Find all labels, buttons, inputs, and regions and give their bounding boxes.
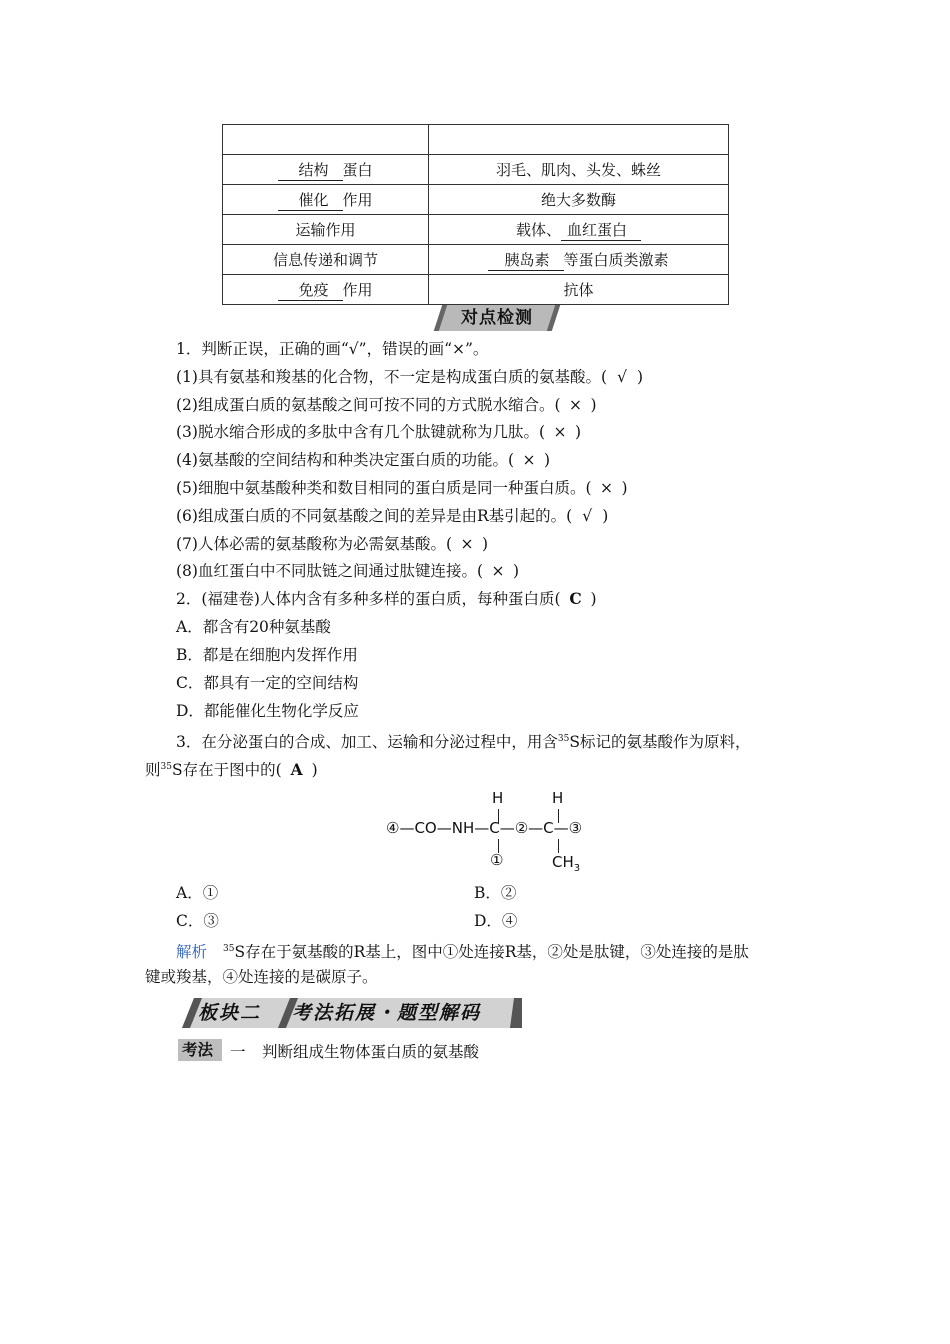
table-cell (223, 185, 429, 215)
table-row (223, 125, 729, 155)
table-cell (429, 215, 729, 245)
analysis-label: 解析 (176, 943, 208, 961)
q1-item: (6)组成蛋白质的不同氨基酸之间的差异是由R基引起的。( √ ) (176, 507, 609, 525)
table-cell: 信息传递和调节 (223, 245, 429, 275)
q1-item: (8)血红蛋白中不同肽链之间通过肽键连接。( × ) (176, 562, 520, 580)
analysis-line: 解析 $^{35}$S存在于氨基酸的R基上，图中①处连接R基，②处是肽键，③处连接的是肽 (176, 943, 749, 961)
hydrogen-label: H (552, 789, 564, 807)
table-cell: 运输作用 (223, 215, 429, 245)
methyl-label: $CH_3$ (552, 853, 581, 874)
fill-blank: 结构 (278, 159, 342, 181)
cell-text: 作用 (342, 190, 373, 209)
q3-option: D．④ (474, 912, 518, 930)
analysis-line: 键或羧基，④处连接的是碳原子。 (145, 968, 378, 986)
q1-item: (4)氨基酸的空间结构和种类决定蛋白质的功能。( × ) (176, 451, 551, 469)
table-row (223, 215, 729, 245)
cell-text: 蛋白 (342, 160, 373, 179)
backbone-formula: ④—CO—NH—C—②—C—③ (386, 819, 583, 837)
peptide-structure-diagram (380, 785, 610, 875)
table-cell (223, 275, 429, 305)
q2-option: B．都是在细胞内发挥作用 (176, 646, 358, 664)
fill-blank: 胰岛素 (488, 249, 563, 271)
section-title-topic: 考法拓展・题型解码 (292, 1002, 482, 1024)
table-cell (429, 245, 729, 275)
table-cell: 绝大多数酶 (429, 185, 729, 215)
section-title-block: 板块二 (198, 1002, 262, 1024)
bond-line (558, 839, 559, 853)
q3-option: A．① (176, 884, 219, 902)
table-cell: 抗体 (429, 275, 729, 305)
q2-option: C．都具有一定的空间结构 (176, 674, 359, 692)
q3-option: B．② (474, 884, 517, 902)
fill-blank: 免疫 (278, 279, 342, 301)
method-number: 一 (230, 1043, 246, 1061)
table-row (223, 185, 729, 215)
hydrogen-label: H (492, 789, 504, 807)
method-title: 判断组成生物体蛋白质的氨基酸 (262, 1043, 480, 1061)
table-row (223, 155, 729, 185)
q1-item: (2)组成蛋白质的氨基酸之间可按不同的方式脱水缩合。( × ) (176, 396, 597, 414)
q2-stem: 2．(福建卷)人体内含有多种多样的蛋白质，每种蛋白质( C ) (176, 589, 597, 608)
fill-blank: 血红蛋白 (561, 219, 641, 241)
q2-option: A．都含有20种氨基酸 (176, 618, 331, 636)
table-row (223, 275, 729, 305)
q3-stem-line2: 则$^{35}$S存在于图中的( A ) (145, 760, 318, 779)
site-label: ① (490, 851, 504, 869)
fill-blank: 催化 (278, 189, 342, 211)
q3-stem: 3．在分泌蛋白的合成、加工、运输和分泌过程中，用含$^{35}$S标记的氨基酸作为原料， (176, 733, 751, 751)
table-cell (223, 155, 429, 185)
protein-function-table (222, 124, 729, 305)
q1-item: (5)细胞中氨基酸种类和数目相同的蛋白质是同一种蛋白质。( × ) (176, 479, 628, 497)
method-label: 考法 (182, 1041, 214, 1059)
q1-item: (7)人体必需的氨基酸称为必需氨基酸。( × ) (176, 535, 489, 553)
table-header-cell (223, 125, 429, 155)
cell-text: 载体、 (515, 220, 561, 239)
table-cell: 羽毛、肌肉、头发、蛛丝 (429, 155, 729, 185)
q2-option: D．都能催化生物化学反应 (176, 702, 359, 720)
banner-title: 对点检测 (461, 308, 533, 328)
q3-option: C．③ (176, 912, 219, 930)
cell-text: 等蛋白质类激素 (563, 250, 669, 269)
q1-item: (1)具有氨基和羧基的化合物，不一定是构成蛋白质的氨基酸。( √ ) (176, 368, 644, 386)
q1-stem: 1．判断正误，正确的画“√”，错误的画“×”。 (176, 340, 489, 358)
table-header-cell (429, 125, 729, 155)
cell-text: 作用 (342, 280, 373, 299)
table-row (223, 245, 729, 275)
q1-item: (3)脱水缩合形成的多肽中含有几个肽键就称为几肽。( × ) (176, 423, 582, 441)
